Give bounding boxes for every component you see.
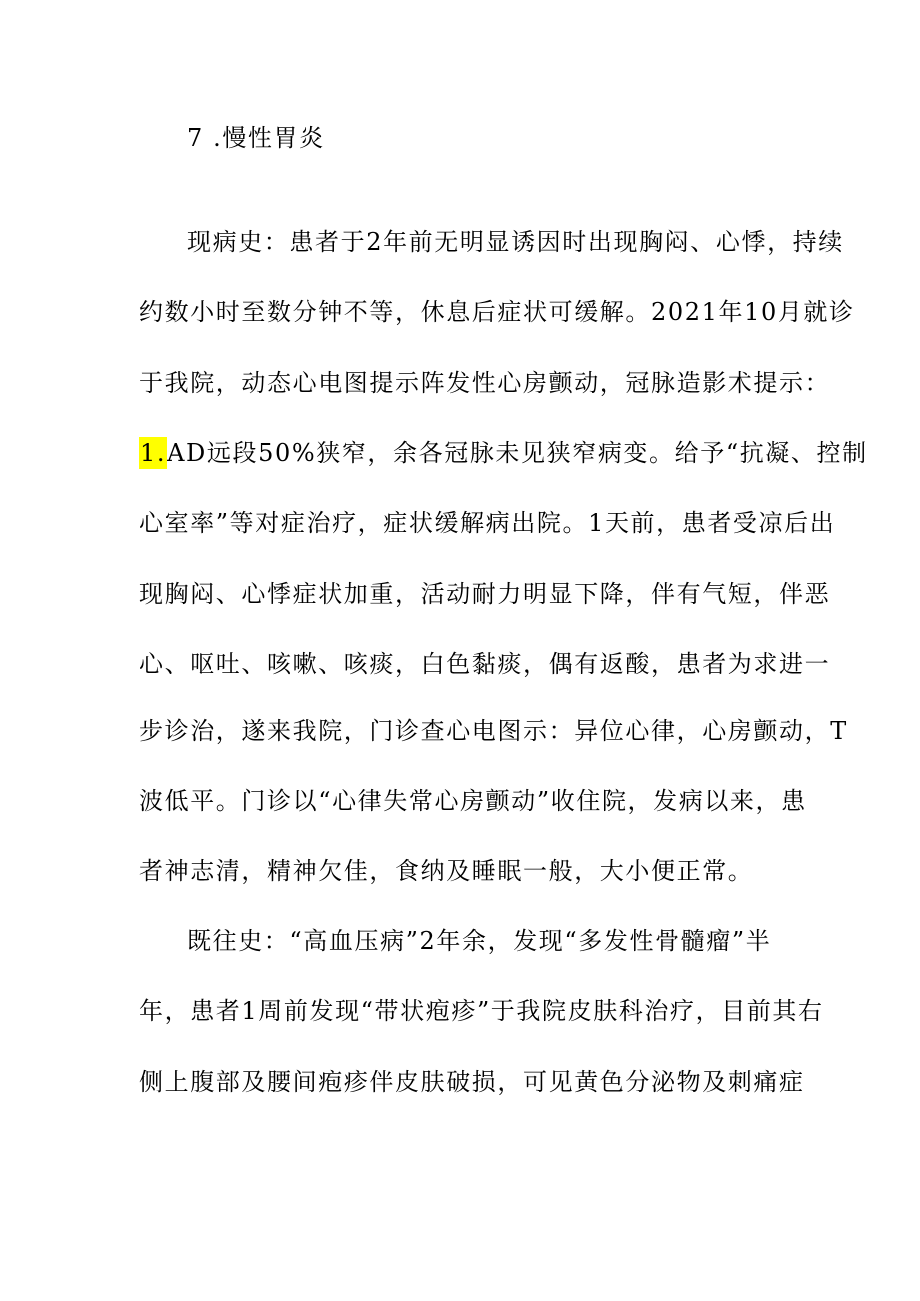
paragraph-line-text: AD远段50%狭窄，余各冠脉未见狭窄病变。给予“抗凝、控制 (167, 439, 868, 467)
paragraph-line: 心室率”等对症治疗，症状缓解病出院。1天前，患者受凉后出 (139, 509, 836, 537)
paragraph-line: 心、呕吐、咳嗽、咳痰，白色黏痰，偶有返酸，患者为求进一 (139, 650, 831, 678)
paragraph-line: 步诊治，遂来我院，门诊查心电图示：异位心律，心房颤动，T (139, 717, 848, 745)
highlighted-text: 1. (140, 439, 167, 467)
paragraph-line: 侧上腹部及腰间疱疹伴皮肤破损，可见黄色分泌物及刺痛症 (139, 1068, 805, 1096)
paragraph-line (139, 437, 868, 469)
paragraph-line: 既往史：“高血压病”2年余，发现“多发性骨髓瘤”半 (187, 927, 772, 955)
paragraph-line: 约数小时至数分钟不等，休息后症状可缓解。2021年10月就诊 (139, 298, 855, 326)
paragraph-line: 波低平。门诊以“心律失常心房颤动”收住院，发病以来，患 (139, 787, 807, 815)
paragraph-line: 现病史：患者于2年前无明显诱因时出现胸闷、心悸，持续 (187, 228, 844, 256)
paragraph-line: 现胸闷、心悸症状加重，活动耐力明显下降，伴有气短，伴恶 (139, 580, 831, 608)
paragraph-line: 于我院，动态心电图提示阵发性心房颤动，冠脉造影术提示： (139, 369, 831, 397)
paragraph-line: 年，患者1周前发现“带状疱疹”于我院皮肤科治疗，目前其右 (139, 997, 824, 1025)
paragraph-line: 者神志清，精神欠佳，食纳及睡眠一般，大小便正常。 (139, 857, 754, 885)
section-heading: 7 .慢性胃炎 (187, 124, 325, 152)
